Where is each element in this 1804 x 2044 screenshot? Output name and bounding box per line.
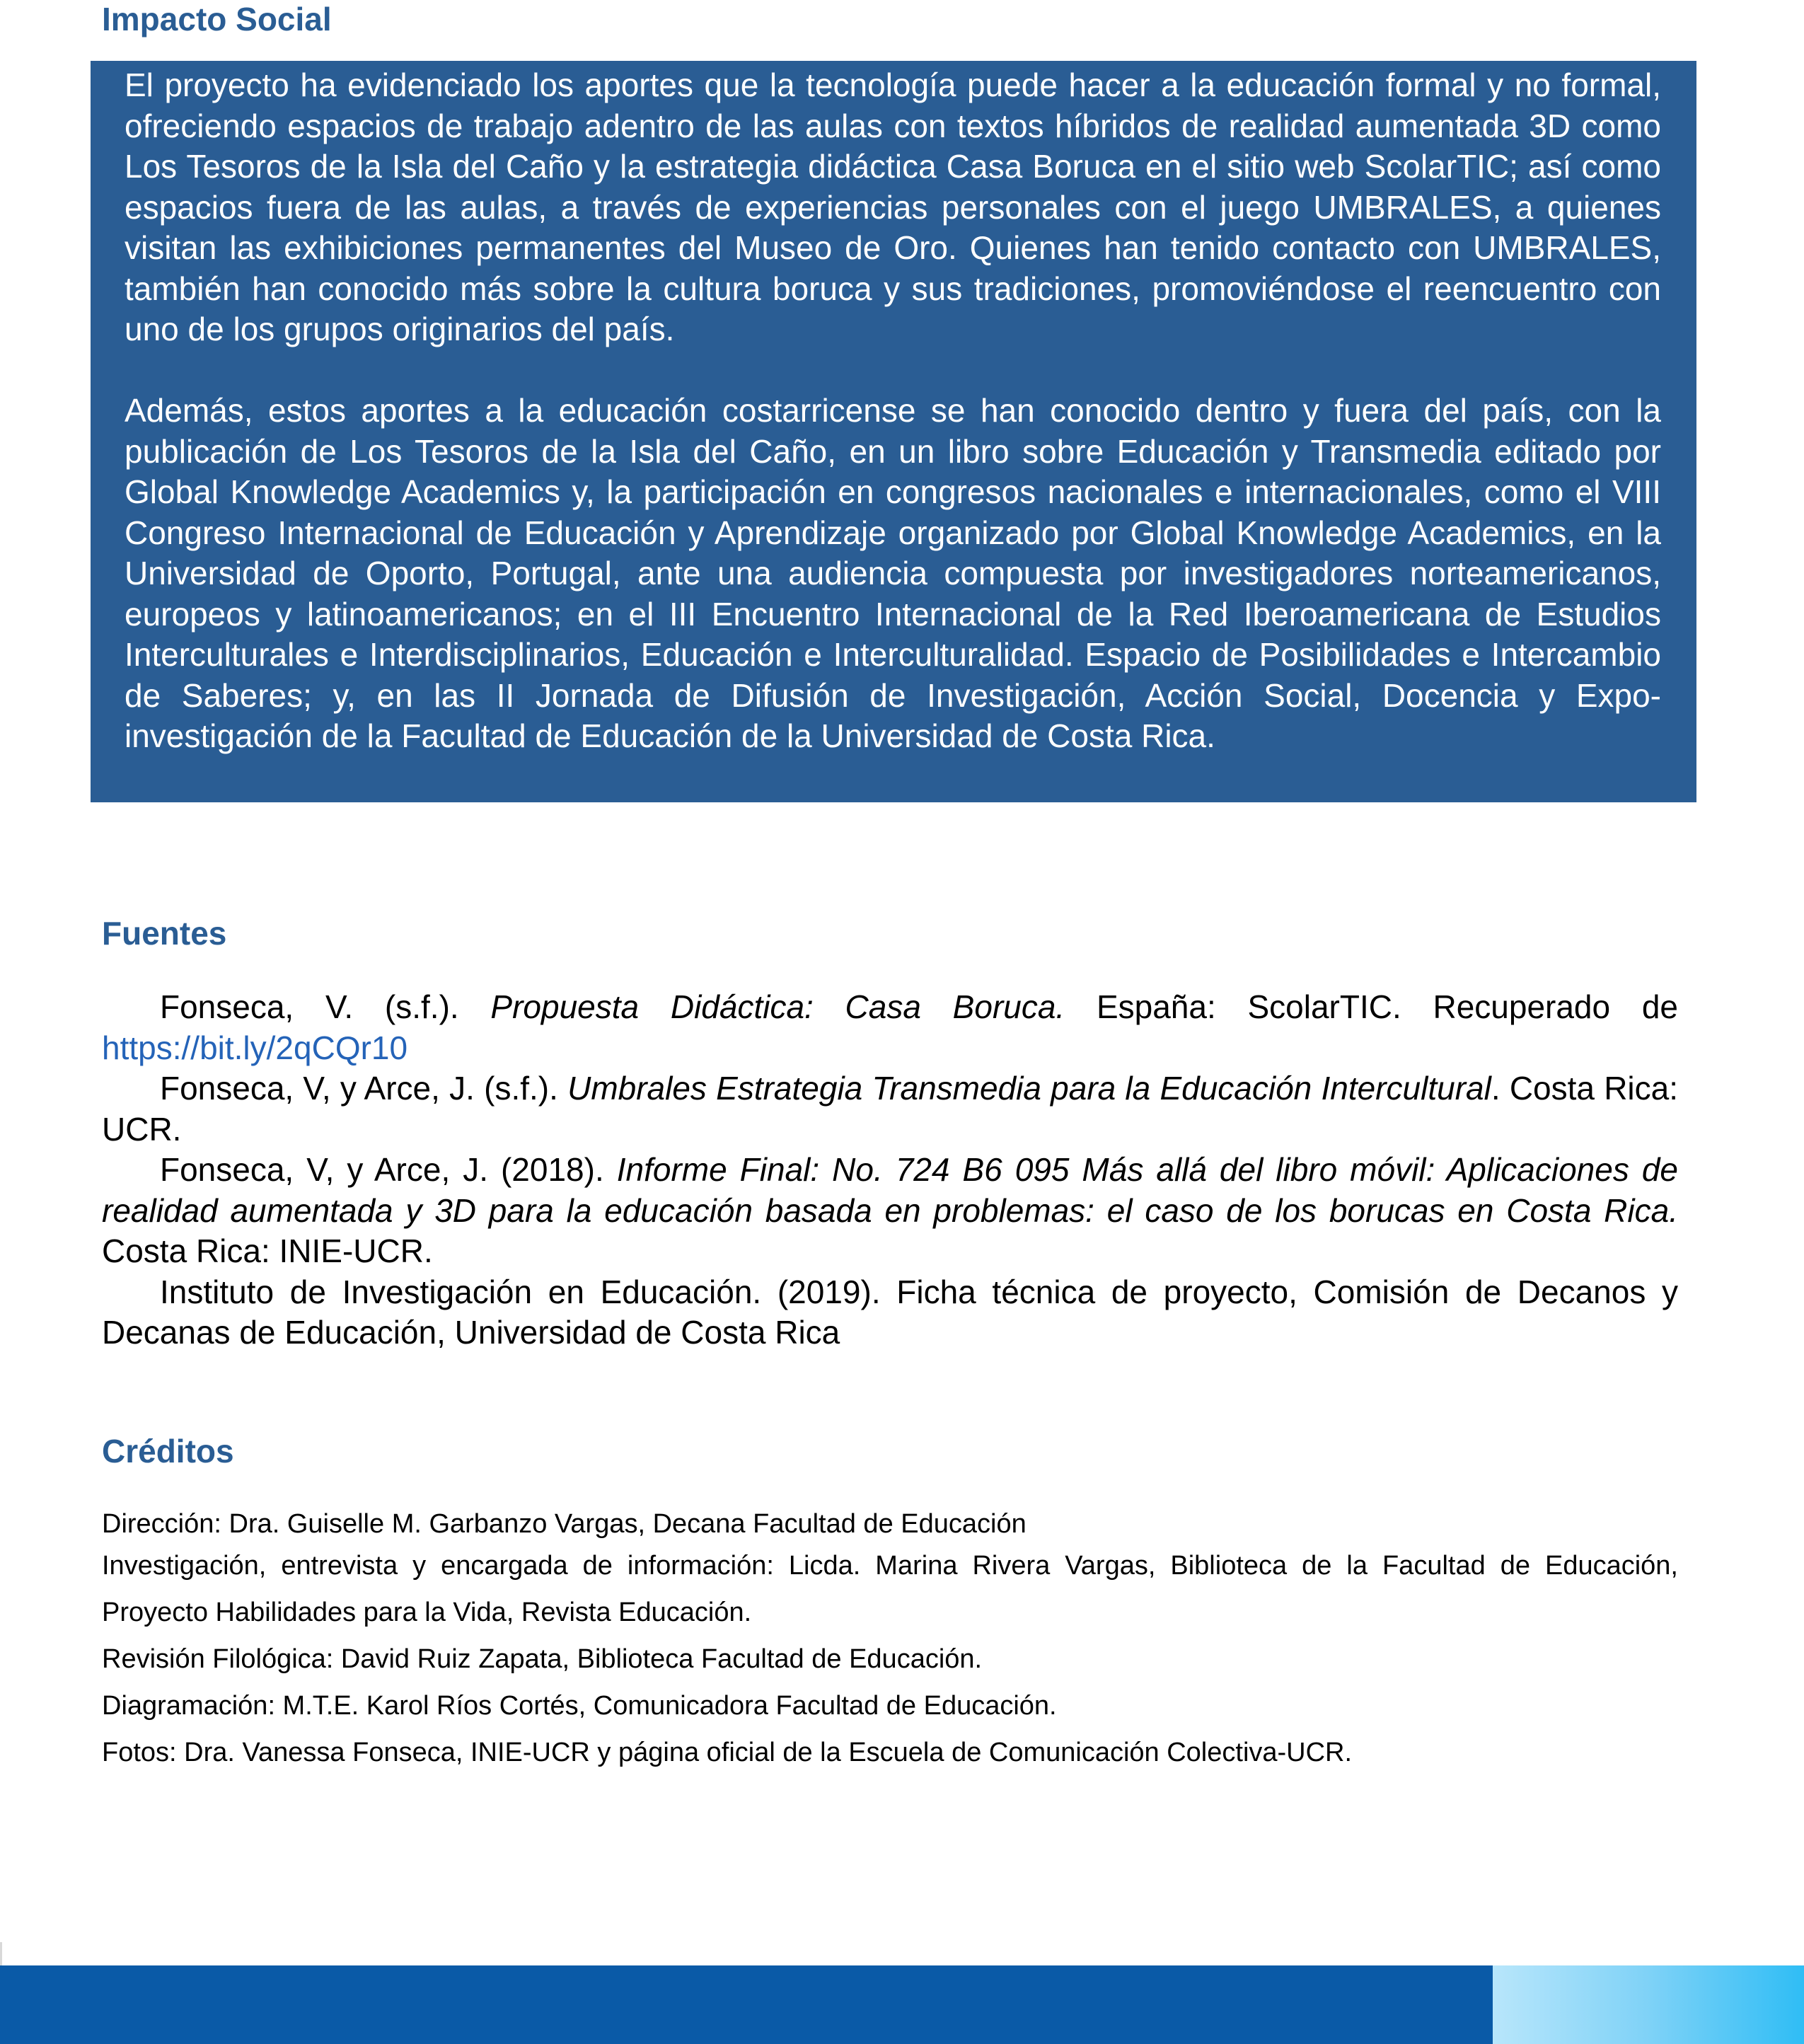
credits-list	[102, 1506, 1678, 1776]
impact-paragraph-2: Además, estos aportes a la educación costarricense se han conocido dentro y fuera del país, con la publicación de Los Tesoros de la Isla del Caño, en un libro sobre Educación y Transmedia editado por Global Knowledge Academics y, la participación en congresos nacionales e internacionales, como el VIII Congreso Internacional de Educación y Aprendizaje organizado por Global Knowledge Academics, en la Universidad de Oporto, Portugal, ante una audiencia compuesta por investigadores norteamericanos, europeos y latinoamericanos; en el III Encuentro Internacional de la Red Iberoamericana de Estudios Interculturales e Interdisciplinarios, Educación e Interculturalidad. Espacio de Posibilidades e Intercambio de Saberes; y, en las II Jornada de Difusión de Investigación, Acción Social, Docencia y Expo-investigación de la Facultad de Educación de la Universidad de Costa Rica.	[125, 392, 1661, 754]
impact-heading: Impacto Social	[102, 1, 332, 37]
reference-authors: Fonseca, V, y Arce, J. (s.f.).	[160, 1070, 568, 1107]
reference-authors: Fonseca, V, y Arce, J. (2018).	[160, 1151, 617, 1188]
reference-publisher: Costa Rica: INIE-UCR.	[102, 1232, 433, 1269]
credit-photos: Fotos: Dra. Vanessa Fonseca, INIE-UCR y página oficial de la Escuela de Comunicación Colectiva-UCR.	[102, 1738, 1353, 1767]
reference-link[interactable]: https://bit.ly/2qCQr10	[102, 1029, 408, 1066]
reference-authors: Instituto de Investigación en Educación. (2019). Ficha técnica de proyecto, Comisión de Decanos y Decanas de Educación, Universidad de Costa Rica	[102, 1273, 1678, 1351]
credit-direction: Dirección: Dra. Guiselle M. Garbanzo Vargas, Decana Facultad de Educación	[102, 1509, 1027, 1539]
footer-band	[0, 1965, 1804, 2044]
impact-box	[91, 61, 1696, 802]
reference-item	[102, 987, 1678, 1068]
credits-heading: Créditos	[102, 1433, 234, 1470]
credit-layout: Diagramación: M.T.E. Karol Ríos Cortés, Comunicadora Facultad de Educación.	[102, 1691, 1057, 1721]
reference-item	[102, 1150, 1678, 1272]
impact-paragraph-1: El proyecto ha evidenciado los aportes que la tecnología puede hacer a la educación formal y no formal, ofreciendo espacios de trabajo adentro de las aulas con textos híbridos de realidad aumentada 3D como Los Tesoros de la Isla del Caño y la estrategia didáctica Casa Boruca en el sitio web ScolarTIC; así como espacios fuera de las aulas, a través de experiencias personales con el juego UMBRALES, a quienes visitan las exhibiciones permanentes del Museo de Oro. Quienes han tenido contacto con UMBRALES, también han conocido más sobre la cultura boruca y sus tradiciones, promoviéndose el reencuentro con uno de los grupos originarios del país.	[125, 67, 1661, 347]
reference-item	[102, 1068, 1678, 1150]
reference-publisher: . Costa Rica: UCR.	[102, 1070, 1679, 1148]
sources-heading: Fuentes	[102, 915, 227, 952]
reference-item	[102, 1272, 1678, 1353]
footer-accent	[1493, 1965, 1804, 2044]
reference-title: Propuesta Didáctica: Casa Boruca.	[490, 988, 1065, 1025]
reference-title: Informe Final: No. 724 B6 095 Más allá del libro móvil: Aplicaciones de realidad aumentada y 3D para la educación basada en problemas: el caso de los borucas en Costa Rica.	[102, 1151, 1678, 1229]
credit-research: Investigación, entrevista y encargada de información: Licda. Marina Rivera Vargas, Biblioteca de la Facultad de Educación, Proyecto Habilidades para la Vida, Revista Educación.	[102, 1551, 1678, 1627]
reference-authors: Fonseca, V. (s.f.).	[160, 988, 491, 1025]
reference-list	[102, 987, 1678, 1353]
reference-title: Umbrales Estrategia Transmedia para la Educación Intercultural	[567, 1070, 1491, 1107]
credit-review: Revisión Filológica: David Ruiz Zapata, Biblioteca Facultad de Educación.	[102, 1644, 983, 1674]
reference-publisher: España: ScolarTIC. Recuperado de	[1065, 988, 1679, 1025]
